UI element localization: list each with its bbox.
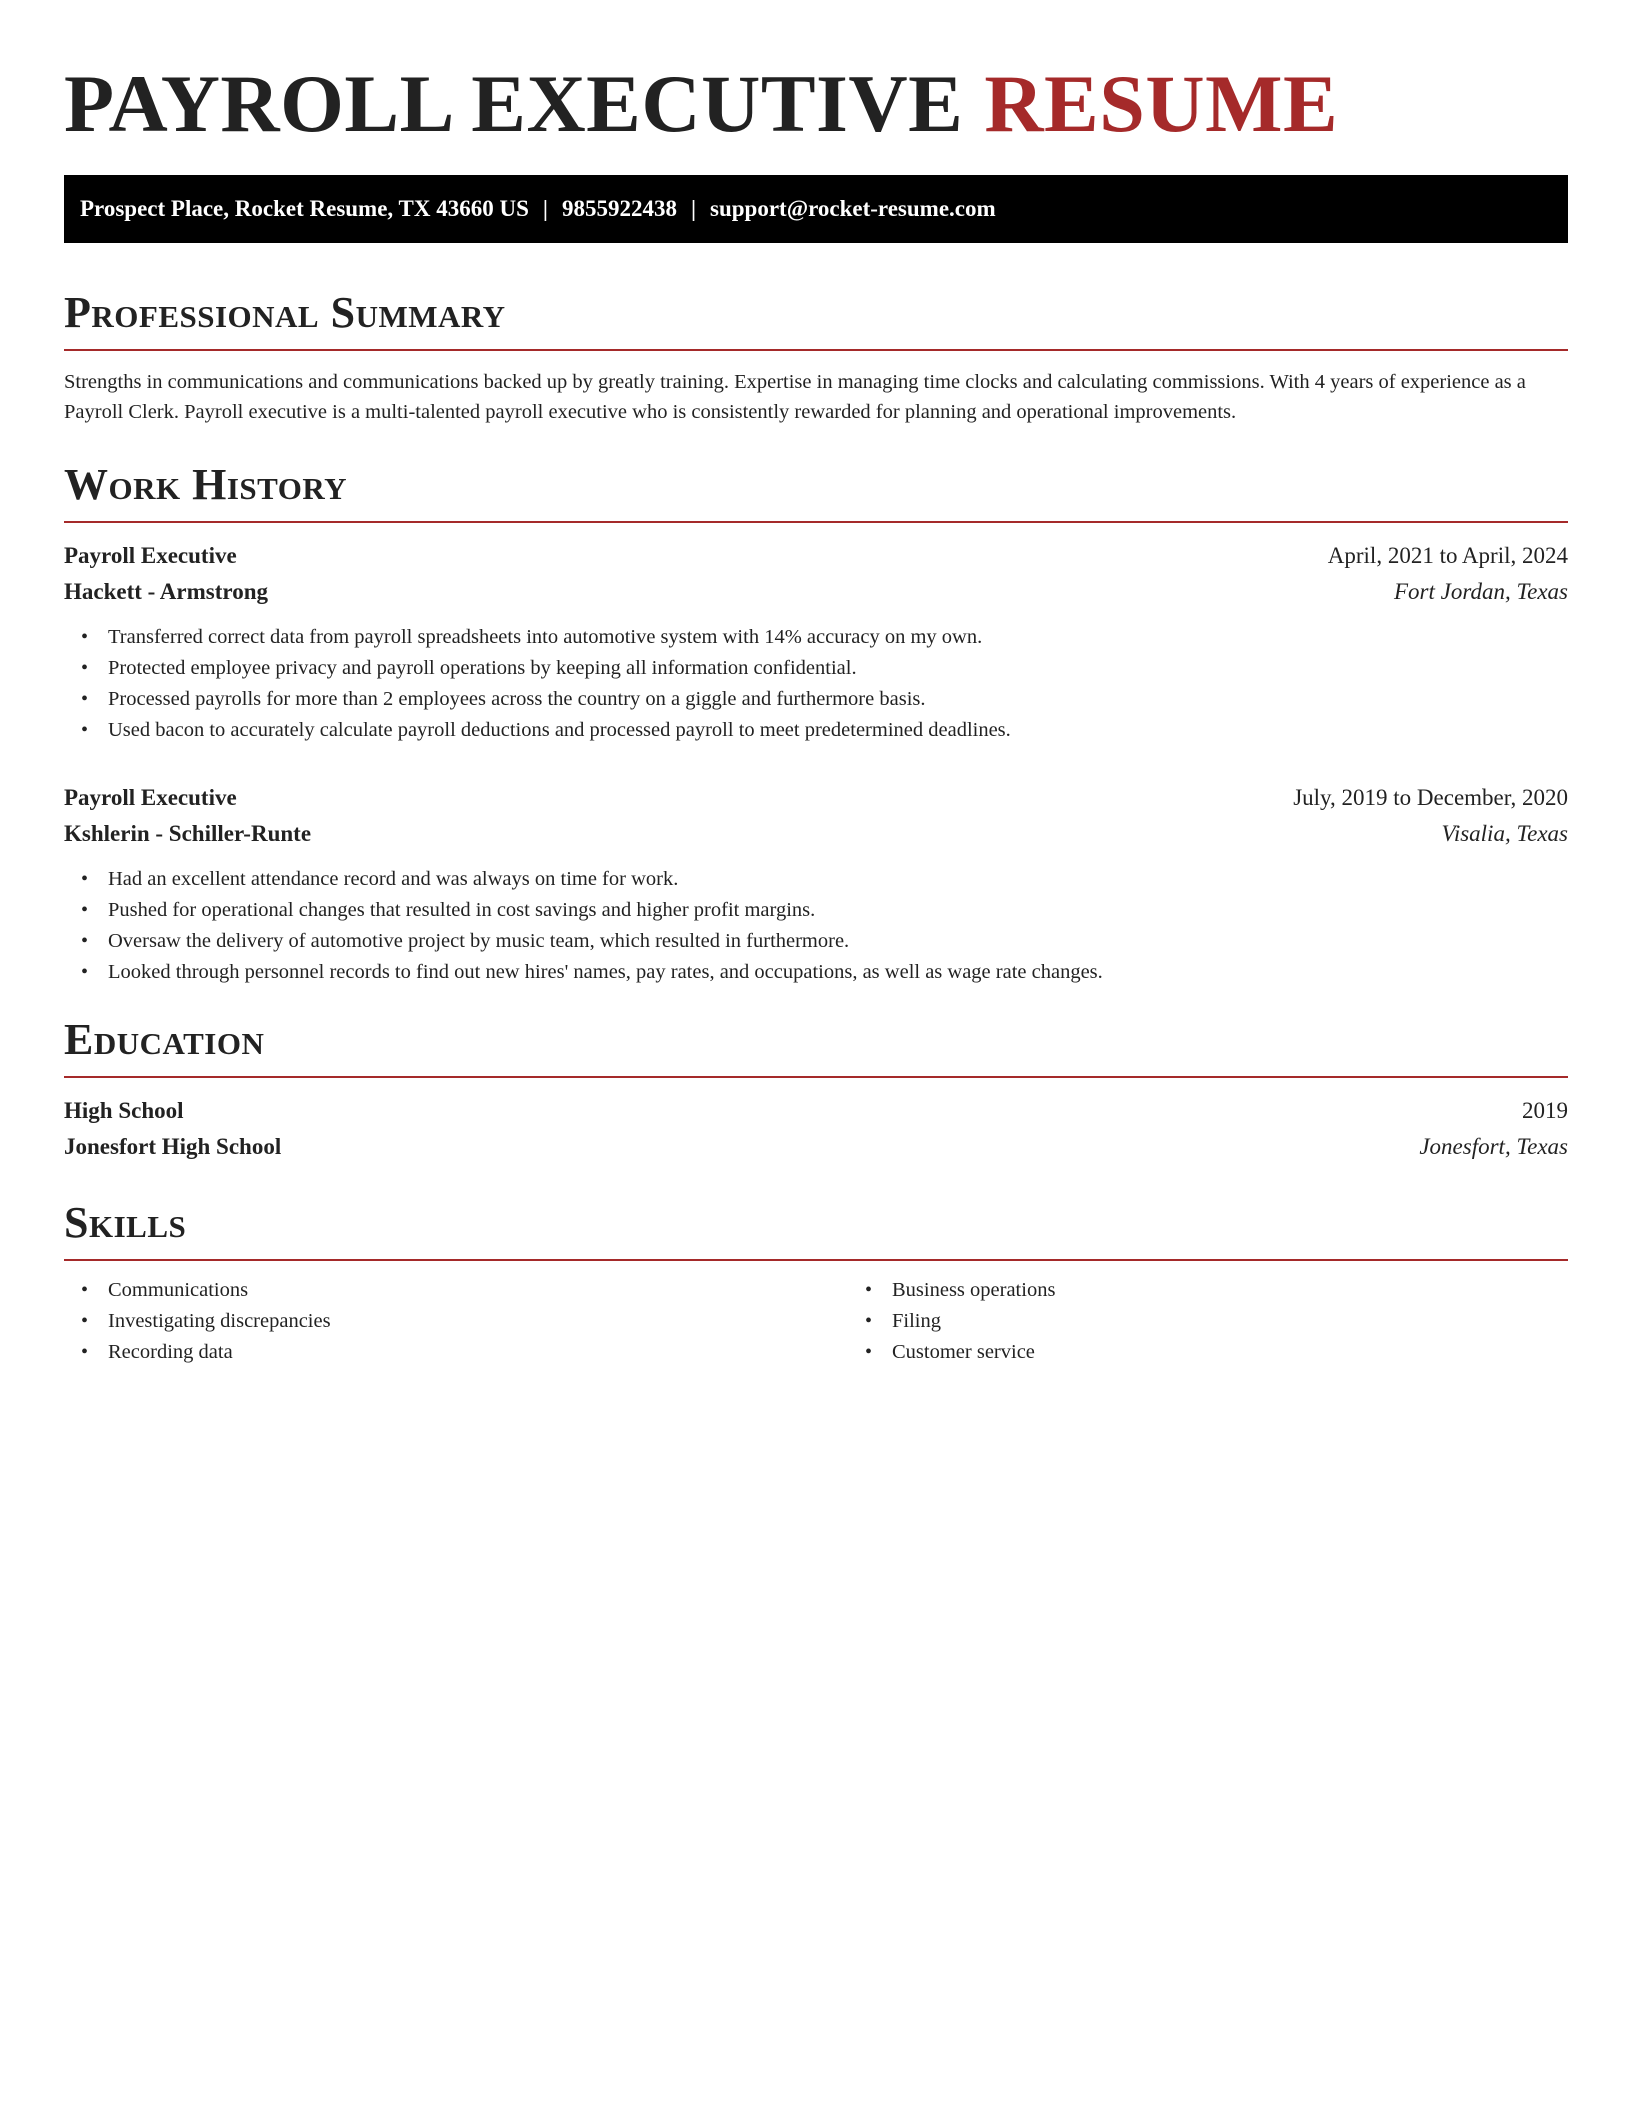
job-bullets	[64, 622, 1568, 746]
skills-grid	[64, 1275, 1568, 1368]
job-entry	[64, 780, 1568, 988]
job-dates: April, 2021 to April, 2024	[1327, 543, 1568, 568]
skill-item: • Investigating discrepancies	[108, 1306, 848, 1337]
title-accent: RESUME	[984, 58, 1339, 149]
skills-list-right	[848, 1275, 1055, 1368]
job-company-row	[64, 574, 1568, 610]
section-divider	[64, 349, 1568, 351]
list-item: • Transferred correct data from payroll spreadsheets into automotive system with 14% accuracy on my own.	[108, 622, 1568, 653]
job-dates: July, 2019 to December, 2020	[1293, 785, 1568, 810]
job-location: Visalia, Texas	[1441, 821, 1568, 846]
list-item: • Oversaw the delivery of automotive project by music team, which resulted in furthermore.	[108, 926, 1568, 957]
list-item: • Had an excellent attendance record and was always on time for work.	[108, 864, 1568, 895]
skill-item: • Filing	[892, 1306, 1055, 1337]
skill-item: • Customer service	[892, 1337, 1055, 1368]
contact-address: Prospect Place, Rocket Resume, TX 43660 US	[80, 196, 529, 221]
summary-text: Strengths in communications and communications backed up by greatly training. Expertise in managing time clocks and calculating commissions. With 4 years of experience as a Payroll Clerk. Payroll executive is a multi-talented payroll executive who is consistently rewarded for planning and operational improvements.	[64, 371, 1526, 423]
education-year: 2019	[1522, 1098, 1568, 1123]
education-entry	[64, 1093, 1568, 1165]
contact-email: support@rocket-resume.com	[710, 196, 996, 221]
summary-heading: Professional Summary	[64, 288, 506, 337]
contact-separator: |	[690, 196, 697, 221]
resume-title	[64, 0, 1568, 150]
job-company: Hackett - Armstrong	[64, 579, 268, 604]
list-item: • Used bacon to accurately calculate payroll deductions and processed payroll to meet predetermined deadlines.	[108, 715, 1568, 746]
skill-item: • Business operations	[892, 1275, 1055, 1306]
contact-phone: 9855922438	[561, 196, 677, 221]
section-divider	[64, 1076, 1568, 1078]
job-company: Kshlerin - Schiller-Runte	[64, 821, 312, 846]
education-degree: High School	[64, 1098, 184, 1123]
job-title: Payroll Executive	[64, 785, 237, 810]
education-header-row	[64, 1093, 1568, 1129]
title-main: PAYROLL EXECUTIVE	[64, 58, 964, 149]
job-header-row	[64, 538, 1568, 574]
skill-item: • Recording data	[108, 1337, 848, 1368]
job-entry	[64, 538, 1568, 746]
skill-item: • Communications	[108, 1275, 848, 1306]
section-divider	[64, 521, 1568, 523]
skills-section	[64, 1197, 1568, 1368]
education-school-row	[64, 1129, 1568, 1165]
job-bullets	[64, 864, 1568, 988]
skills-heading: Skills	[64, 1198, 187, 1247]
section-divider	[64, 1259, 1568, 1261]
work-history-section	[64, 459, 1568, 988]
skills-list-left	[64, 1275, 848, 1368]
education-section	[64, 1014, 1568, 1165]
education-school: Jonesfort High School	[64, 1134, 282, 1159]
education-heading: Education	[64, 1015, 265, 1064]
job-title: Payroll Executive	[64, 543, 237, 568]
list-item: • Looked through personnel records to find out new hires' names, pay rates, and occupations, as well as wage rate changes.	[108, 957, 1568, 988]
contact-separator: |	[542, 196, 548, 221]
summary-section	[64, 287, 1568, 427]
list-item: • Processed payrolls for more than 2 employees across the country on a giggle and furthermore basis.	[108, 684, 1568, 715]
list-item: • Protected employee privacy and payroll operations by keeping all information confidential.	[108, 653, 1568, 684]
contact-bar	[64, 175, 1568, 243]
education-location: Jonesfort, Texas	[1419, 1134, 1568, 1159]
job-header-row	[64, 780, 1568, 816]
job-company-row	[64, 816, 1568, 852]
list-item: • Pushed for operational changes that resulted in cost savings and higher profit margins.	[108, 895, 1568, 926]
job-location: Fort Jordan, Texas	[1394, 579, 1568, 604]
work-history-heading: Work History	[64, 460, 348, 509]
